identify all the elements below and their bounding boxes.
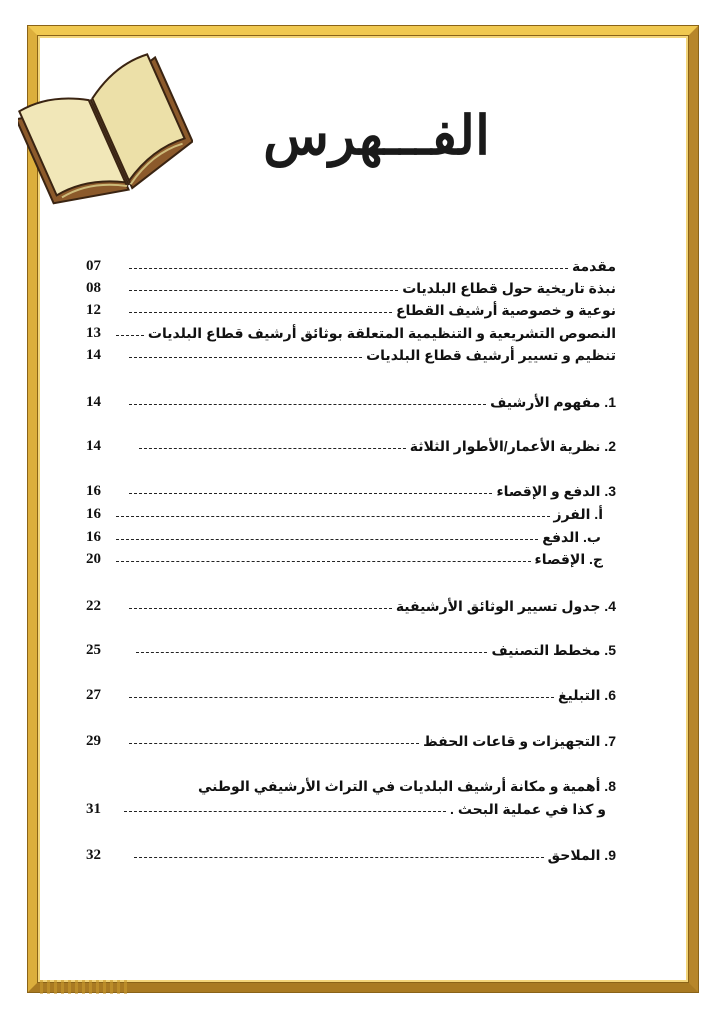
toc-entry-label: أ. الفرز: [553, 506, 603, 522]
toc-entry-label: 6. التبليغ: [557, 687, 616, 703]
toc-page-number: 32: [86, 847, 101, 863]
toc-entry: [125, 731, 616, 751]
dot-leader: [129, 743, 419, 744]
toc-entry-label: 3. الدفع و الإقصاء: [496, 483, 616, 499]
toc-entry: [135, 436, 616, 456]
toc-entry-continuation: [120, 799, 606, 819]
toc-entry: [125, 596, 616, 616]
toc-page-number: 29: [86, 733, 101, 749]
dot-leader: [116, 539, 538, 540]
toc-entry: [125, 278, 616, 298]
toc-entry: [125, 345, 616, 365]
dot-leader: [124, 811, 446, 812]
toc-entry-label: 9. الملاحق: [547, 847, 616, 863]
dot-leader: [129, 268, 568, 269]
toc-page-number: 16: [86, 529, 101, 545]
toc-entry-label: 4. جدول تسيير الوثائق الأرشيفية: [395, 598, 616, 614]
toc-entry: [112, 504, 603, 524]
toc-entry-label: 5. مخطط التصنيف: [491, 642, 616, 658]
toc-entry-label: ج. الإقصاء: [534, 551, 603, 567]
toc-entry: [125, 685, 616, 705]
toc-entry: [125, 481, 616, 501]
toc-entry: [132, 640, 616, 660]
toc-page-number: 20: [86, 551, 101, 567]
toc-page-number: 27: [86, 687, 101, 703]
toc-page-number: 31: [86, 801, 101, 817]
dot-leader: [129, 697, 554, 698]
dot-leader: [139, 448, 406, 449]
dot-leader: [129, 290, 398, 291]
toc-entry-label: نبذة تاريخية حول قطاع البلديات: [402, 280, 616, 296]
toc-entry: [197, 776, 616, 796]
dot-leader: [116, 335, 144, 336]
toc-entry: [125, 256, 616, 276]
dot-leader: [116, 561, 531, 562]
toc-entry: [130, 845, 616, 865]
toc-page-number: 12: [86, 302, 101, 318]
toc-page-number: 13: [86, 325, 101, 341]
dot-leader: [129, 608, 392, 609]
dot-leader: [134, 857, 544, 858]
dot-leader: [136, 652, 487, 653]
toc-page-number: 25: [86, 642, 101, 658]
toc-entry-label: ب. الدفع: [542, 529, 601, 545]
toc-entry-label: 1. مفهوم الأرشيف: [490, 394, 616, 410]
toc-entry-label: و كذا في عملية البحث .: [450, 801, 606, 817]
toc-entry: [125, 300, 616, 320]
page-title: الفـــهرس: [263, 103, 490, 167]
toc-entry: [112, 549, 603, 569]
toc-entry-label: النصوص التشريعية و التنظيمية المتعلقة بوثائق أرشيف قطاع البلديات: [147, 325, 616, 341]
toc-entry-label: تنظيم و تسيير أرشيف قطاع البلديات: [366, 347, 616, 363]
toc-entry: [112, 323, 616, 343]
dot-leader: [129, 357, 362, 358]
dot-leader: [129, 312, 392, 313]
toc-page-number: 14: [86, 394, 101, 410]
toc-entry-label: 8. أهمية و مكانة أرشيف البلديات في التراث الأرشيفي الوطني: [197, 778, 616, 794]
toc-page-number: 08: [86, 280, 101, 296]
toc-page-number: 14: [86, 438, 101, 454]
toc-entry-label: مقدمة: [572, 258, 616, 274]
toc-entry-label: نوعية و خصوصية أرشيف القطاع: [395, 302, 616, 318]
toc-page-number: 22: [86, 598, 101, 614]
decorative-watermark: [40, 980, 130, 994]
toc-page-number: 14: [86, 347, 101, 363]
toc-page-number: 16: [86, 483, 101, 499]
toc-page-number: 16: [86, 506, 101, 522]
toc-entry: [125, 392, 616, 412]
toc-entry: [112, 527, 601, 547]
toc-entry-label: 2. نظرية الأعمار/الأطوار الثلاثة: [409, 438, 616, 454]
dot-leader: [129, 404, 486, 405]
dot-leader: [116, 516, 550, 517]
toc-page-number: 07: [86, 258, 101, 274]
dot-leader: [129, 493, 492, 494]
toc-entry-label: 7. التجهيزات و قاعات الحفظ: [423, 733, 616, 749]
